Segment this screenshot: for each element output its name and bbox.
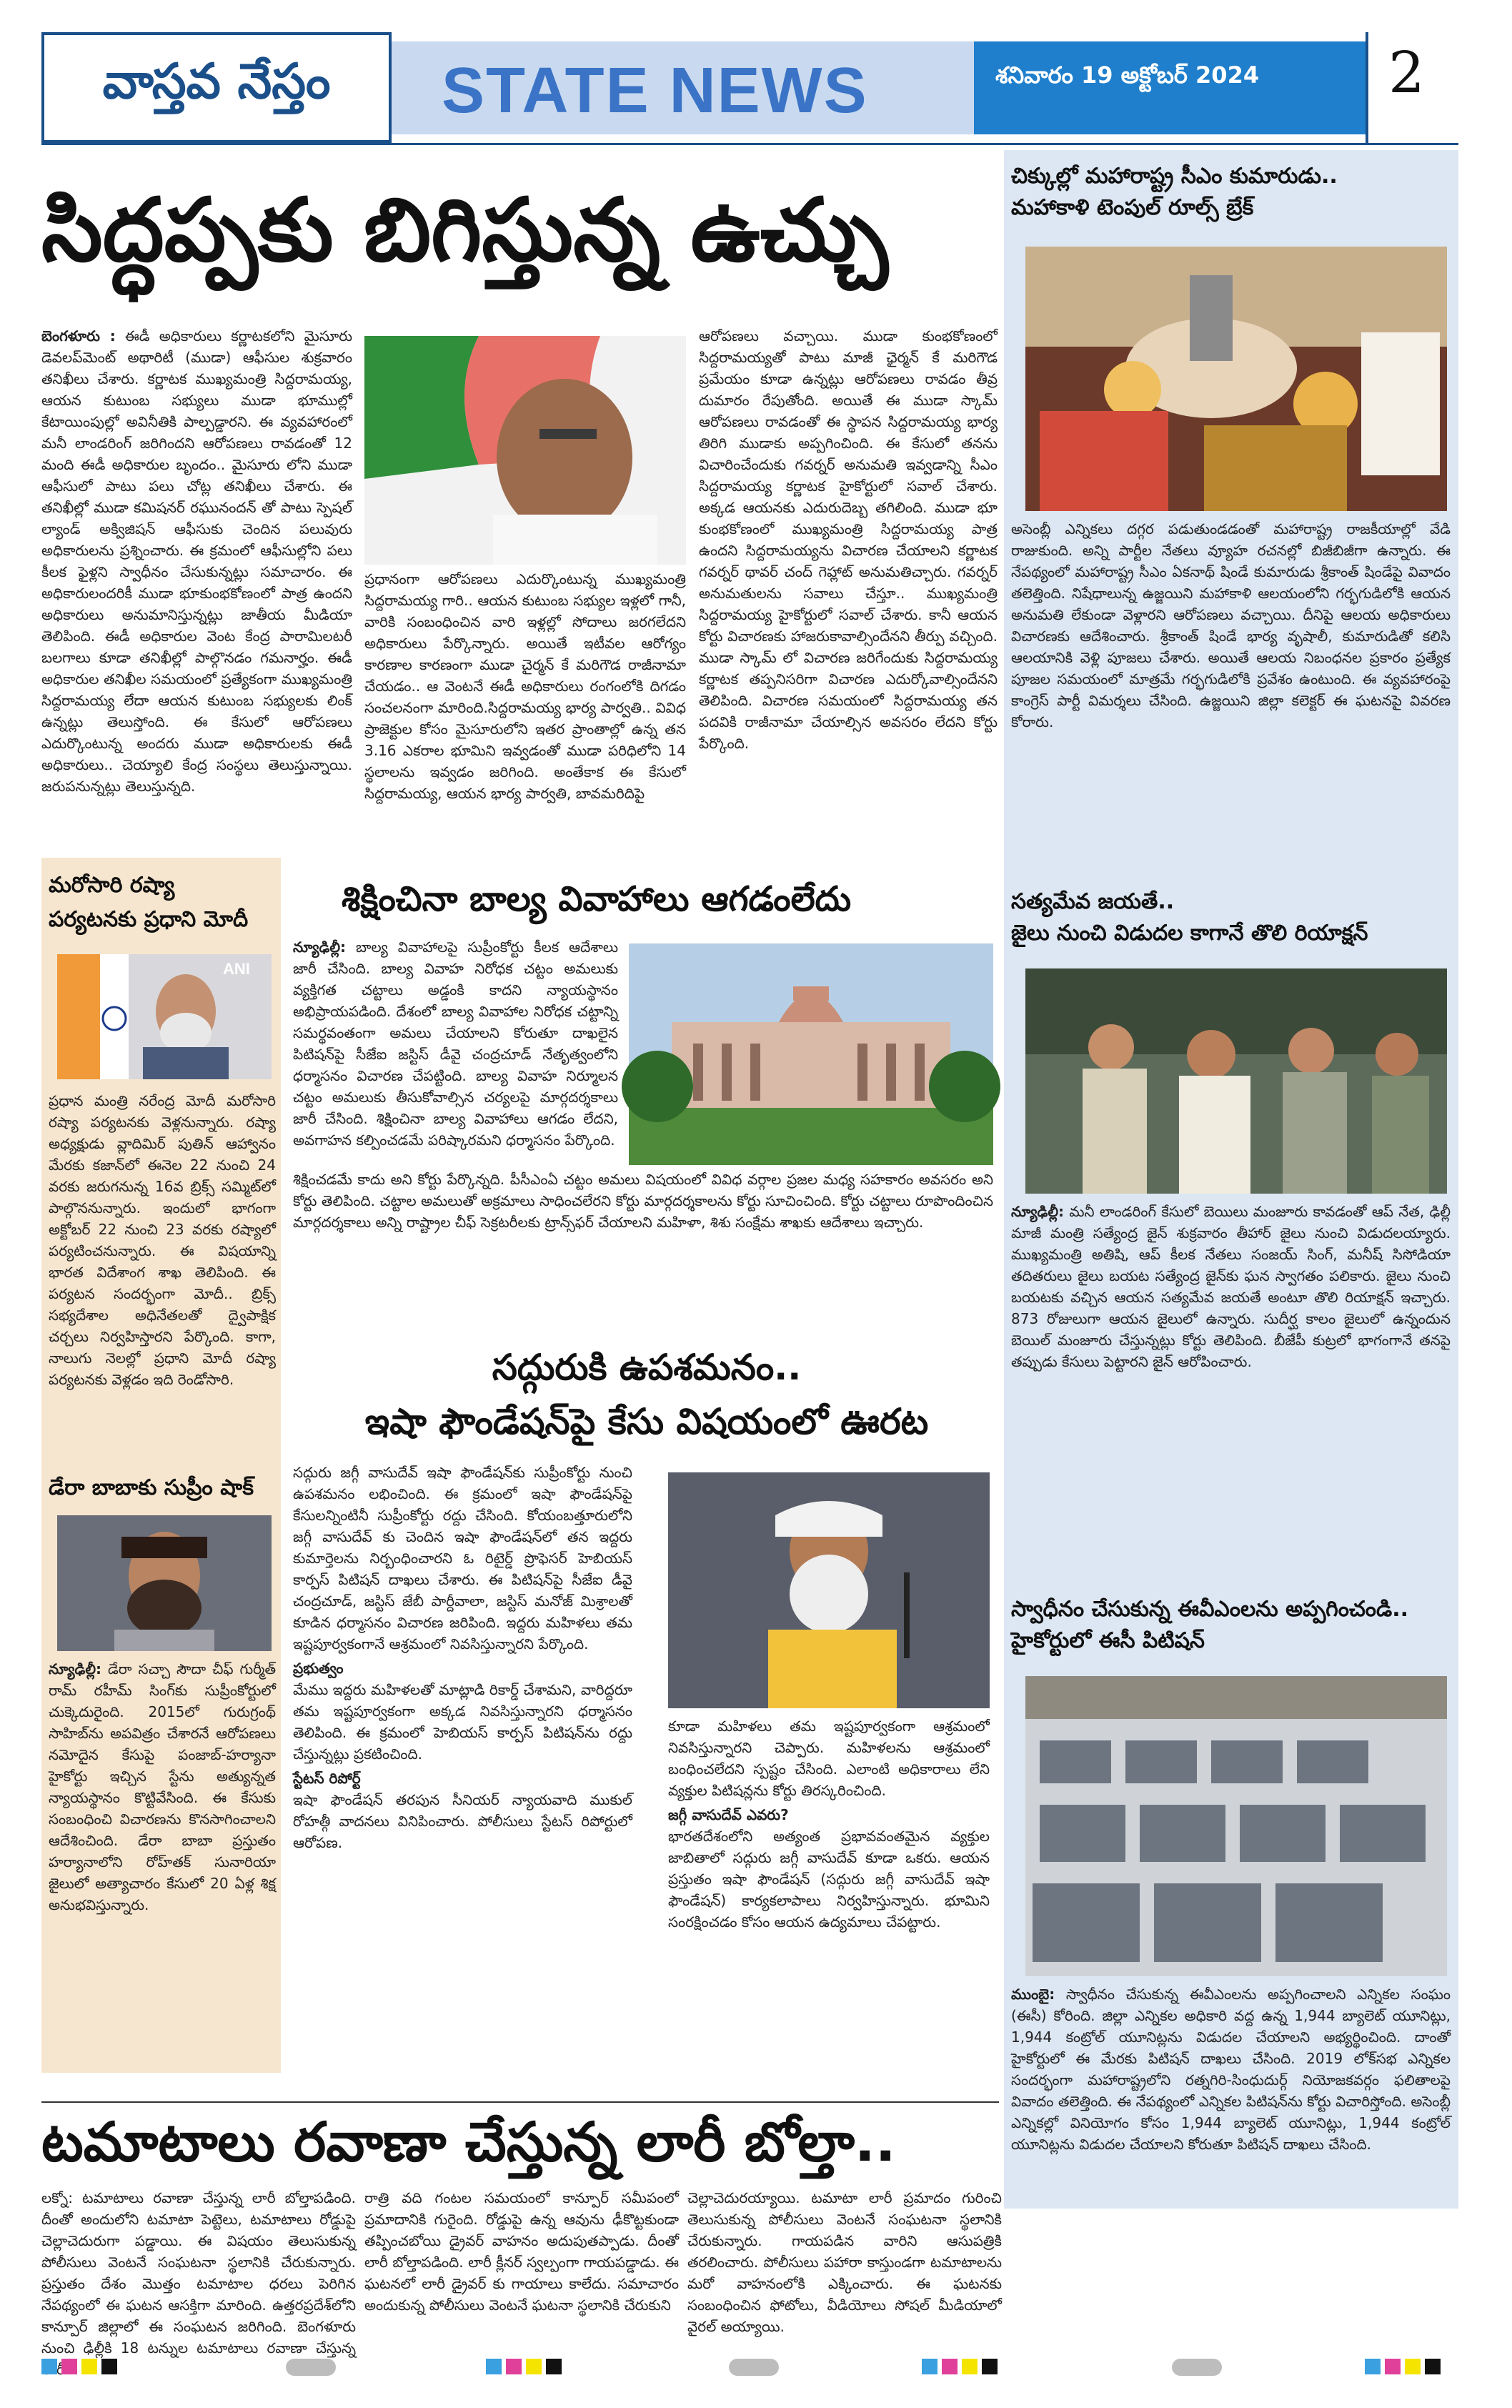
isha-headline: [293, 1340, 1000, 1449]
sadhguru-photo: [668, 1472, 990, 1708]
sidebar-story1-body: అసెంబ్లీ ఎన్నికలు దగ్గర పడుతుండడంతో మహారాష్ట్ర రాజకీయాల్లో వేడి రాజుకుంది. అన్ని పార్టీల నేతలు వ్యూహ రచనల్లో బిజీబిజీగా ఉన్నారు. ఈ నేపథ్యంలో మహారాష్ట్ర సీఎం ఏకనాథ్ షిండే కుమారుడు శ్రీకాంత్ షిండేపై వివాదం తలెత్తింది. నిషేధాలున్న ఉజ్జయిని మహాకాళి ఆలయంలోని గర్భగుడిలోకి ఆయన అనుమతి లేకుండా వెళ్లారని ఆరోపణలు వచ్చాయి. దీనిపై ఆలయ అధికారులు విచారణకు ఆదేశించారు. శ్రీకాంత్ షిండే భార్య వృషాలీ, కుమారుడితో కలిసి ఆలయానికి వెళ్లి పూజలు చేశారు. అయితే ఆలయ నిబంధనల ప్రకారం ప్రత్యేక పూజల సమయంలో మాత్రమే గర్భగుడిలోకి ప్రవేశం ఉంటుంది. ఈ వ్యవహారంపై కాంగ్రెస్ పార్టీ విమర్శలు చేసింది. ఉజ్జయిని జిల్లా కలెక్టర్ ఈ ఘటనపై వివరణ కోరారు.: [1011, 520, 1451, 730]
sidebar-story1-title-line1: చిక్కుల్లో మహారాష్ట్ర సీఎం కుమారుడు..: [1011, 164, 1338, 189]
tomato-body-col1: లక్నో: టమాటాలు రవాణా చేస్తున్న లారీ బోల్తాపడింది. దీంతో అందులోని టమాటా పెట్టెలు, టమాటాలు రోడ్డుపై చెల్లాచెదురుగా పడ్డాయి. ఈ విషయం తెలుసుకున్న పోలీసులు వెంటనే సంఘటనా స్థలానికి చేరుకున్నారు. ప్రస్తుతం దేశం మొత్తం టమాటాల ధరలు పెరిగిన నేపథ్యంలో ఈ ఘటన ఆసక్తిగా మారింది. ఉత్తరప్రదేశ్‌లోని కాన్పూర్ జిల్లాలో ఈ సంఘటన జరిగింది. బెంగళూరు నుంచి ఢిల్లీకి 18 టన్నుల టమాటాలు రవాణా చేస్తున్న: [41, 2189, 356, 2357]
sidebar-story2-title-line1: సత్యమేవ జయతే..: [1011, 889, 1175, 914]
left-story2-title: డేరా బాబాకు సుప్రీం షాక్: [49, 1475, 254, 1500]
left-story2-text: డేరా సచ్చా సౌదా చీఫ్ గుర్మీత్ రామ్ రహీమ్ సింగ్‌కు సుప్రీంకోర్టులో చుక్కెదురైంది. 2015లో గురుగ్రంథ్ సాహిబ్‌ను అపవిత్రం చేశారనే ఆరోపణలు నమోదైన కేసుపై పంజాబ్-హర్యానా హైకోర్టు ఇచ్చిన స్టేను అత్యున్నత న్యాయస్థానం కొట్టివేసింది. ఈ కేసుకు సంబంధించి విచారణను కొనసాగించాలని ఆదేశించింది. డేరా బాబా ప్రస్తుతం హర్యానాలోని రోహ్‌తక్ సునారియా జైలులో అత్యాచారం కేసులో 20 ఏళ్ల శిక్ష అనుభవిస్తున్నారు.: [49, 1660, 276, 1913]
sidebar-story2-dateline: న్యూఢిల్లీ:: [1011, 1203, 1065, 1220]
isha-subhead-3: జగ్గీ వాసుదేవ్ ఎవరు?: [668, 1806, 789, 1823]
sidebar-story2-body: [1011, 1201, 1451, 1587]
isha-body-right: [668, 1715, 990, 2098]
lead-body-right: ఆరోపణలు వచ్చాయి. ముడా కుంభకోణంలో సిద్దరామయ్యతో పాటు మాజీ ఛైర్మన్ కే మరిగౌడ ప్రమేయం కూడా ఉన్నట్లు ఆరోపణలు రావడం తీవ్ర దుమారం రేపుతోంది. అయితే ఈ ముడా స్కామ్ ఆరోపణలు రావడంతో ఈ స్థాపన సిద్దరామయ్య భార్య తిరిగి ముడాకు అప్పగించింది. ఈ కేసులో తనను విచారించేందుకు గవర్నర్ అనుమతి ఇవ్వడాన్ని సీఎం సిద్దరామయ్య కర్ణాటక హైకోర్టులో సవాల్ చేశారు. అక్కడ ఆయనకు ఎదురుదెబ్బ తగిలింది. ముడా భూ కుంభకోణంలో ముఖ్యమంత్రి సిద్దరామయ్య పాత్ర ఉందని సిద్దరామయ్యను విచారణ చేయాలని కర్ణాటక గవర్నర్ థావర్ చంద్ గెహ్లాట్ అనుమతిచ్చారు. గవర్నర్ అనుమతులను సవాలు చేస్తూ.. ముఖ్యమంత్రి సిద్దరామయ్య హైకోర్టులో సవాల్ చేశారు. కానీ ఆయన కోర్టు విచారణకు హాజరుకావాల్సిందేనని తీర్పు వచ్చింది. ముడా స్కామ్ లో విచారణ జరిగేందుకు సిద్దరామయ్య కర్ణాటక తప్పనిసరిగా విచారణ ఎదుర్కోవాల్సిందేనని తెలిపింది. విచారణ సమయంలో సిద్దరామయ్య తన పదవికి రాజీనామా చేయాల్సిన అవసరం లేదని కోర్టు పేర్కొంది.: [699, 327, 998, 752]
jain-release-photo: [1025, 968, 1447, 1194]
temple-photo: [1025, 247, 1447, 511]
left-story2-dateline: న్యూఢిల్లీ:: [49, 1660, 102, 1678]
tomato-body-col2: రాత్రి వది గంటల సమయంలో కాన్పూర్ సమీపంలో ప్రమాదానికి గురైంది. రోడ్డుపై ఉన్న ఆవును ఢీకొట్టకుండా తప్పించబోయి డ్రైవర్ వాహనం అదుపుతప్పాడు. దీంతో లారీ బోల్తాపడింది. లారీ క్లీనర్ స్వల్పంగా గాయపడ్డాడు. ఈ ఘటనలో లారీ డ్రైవర్ కు గాయాలు కాలేదు. సమాచారం అందుకున్న పోలీసులు వెంటనే ఘటనా స్థలానికి చేరుకుని: [364, 2189, 679, 2314]
dera-baba-photo: [57, 1515, 272, 1651]
isha-body-right-text: కూడా మహిళలు తమ ఇష్టపూర్వకంగా ఆశ్రమంలో నివసిస్తున్నారని చెప్పారు. మహిళలను ఆశ్రమంలో బంధించలేదని స్పష్టం చేసింది. ఎలాంటి అధికారాలు లేని వ్యక్తుల పిటిషన్లను కోర్టు తిరస్కరించింది.: [668, 1718, 990, 1799]
section-title: STATE NEWS: [442, 55, 868, 127]
child-marriage-body-left: [293, 936, 618, 1165]
sidebar-story3-title-line1: స్వాధీనం చేసుకున్న ఈవీఎంలను అప్పగించండి..: [1011, 1597, 1408, 1622]
lead-body-mid: ప్రధానంగా ఆరోపణలు ఎదుర్కొంటున్న ముఖ్యమంత్రి సిద్దరామయ్య గారి.. ఆయన కుటుంబ సభ్యుల ఇళ్లలో గానీ, వారికి సంబంధించిన వారి ఇళ్లల్లో సోదాలు జరగలేదని అధికారులు పేర్కొన్నారు. అయితే ఇటీవల ఆరోగ్యం కారణాల కారణంగా ముడా చైర్మన్ కే మరిగౌడ రాజీనామా చేయడం.. ఆ వెంటనే ఈడీ అధికారులు రంగంలోకి దిగడం సంచలనంగా మారింది.సిద్దరామయ్య భార్య పార్వతి.. వివిధ ప్రాజెక్టుల కోసం మైసూరులోని ఇతర ప్రాంతాల్లో ఉన్న తన 3.16 ఎకరాల భూమిని ఇవ్వడంతో ముడా పరిధిలోని 14 స్థలాలను ఇవ్వడం జరిగింది. అంతేకాక ఈ కేసులో సిద్దరామయ్య, ఆయన భార్య పార్వతి, బావమరిదిపై: [364, 570, 686, 802]
sidebar-story2-title: [1011, 886, 1447, 949]
sidebar-story1-title-line2: మహాకాళి టెంపుల్ రూల్స్ బ్రేక్: [1011, 195, 1254, 220]
logo-text: వాస్తవ నేస్తం: [102, 54, 331, 110]
masthead-rule: [41, 143, 1458, 145]
footer-pill-1: [286, 2359, 336, 2376]
sidebar-story3-title: [1011, 1594, 1447, 1657]
supreme-court-photo: [629, 943, 993, 1165]
footer-pill-3: [1172, 2359, 1222, 2376]
page-number: 2: [1388, 39, 1425, 106]
isha-subbody-2: ఇషా ఫౌండేషన్ తరపున సీనియర్ న్యాయవాది ముకుల్ రోహత్గీ వాదనలు వినిపించారు. పోలీసులు స్టేటస్ రిపోర్టులో ఆరోపణ.: [293, 1791, 632, 1851]
sidebar-story1-title: [1011, 161, 1447, 224]
sidebar-story2-text: మనీ లాండరింగ్ కేసులో బెయిలు మంజూరు కావడంతో ఆప్ నేత, ఢిల్లీ మాజీ మంత్రి సత్యేంద్ర జైన్ శుక్రవారం తీహార్ జైలు నుంచి విడుదలయ్యారు. ముఖ్యమంత్రి అతిషి, ఆప్ కీలక నేతలు సంజయ్ సింగ్, మనీష్ సిసోడియా తదితరులు జైలు బయట సత్యేంద్ర జైన్‌కు ఘన స్వాగతం పలికారు. జైలు నుంచి బయటకు వచ్చిన ఆయన సత్యమేవ జయతే అంటూ తొలి రియాక్షన్ ఇచ్చారు. 873 రోజులుగా ఆయన జైలులో ఉన్నారు. సుదీర్ఘ కాలం జైలులో ఉన్నందున బెయిల్ మంజూరు చేస్తున్నట్లు కోర్టు తెలిపింది. బీజేపీ కుట్రలో భాగంగానే తనపై తప్పుడు కేసులు పెట్టారని జైన్ ఆరోపించారు.: [1011, 1203, 1451, 1370]
lead-body-left-text: ఈడీ అధికారులు కర్ణాటకలోని మైసూరు డెవలప్‌మెంట్ అథారిటీ (ముడా) ఆఫీసుల శుక్రవారం తనిఖీలు చేశారు. కర్ణాటక ముఖ్యమంత్రి సిద్దరామయ్య, ఆయన కుటుంబ సభ్యులు ముడా భూముల్లో కేటాయింపుల్లో అవినీతికి పాల్పడ్డారని. ఈ వ్యవహారంలో మనీ లాండరింగ్ జరిగిందని ఆరోపణలు రావడంతో 12 మంది ఈడీ అధికారుల బృందం.. మైసూరు లోని ముడా ఆఫీసులో పాటు పలు చోట్ల తనిఖీలు చేశారు. ఈ తనిఖీల్లో ముడా కమిషనర్ రఘునందన్ తో పాటు స్పెషల్ ల్యాండ్ అక్విజిషన్ ఆఫీసుకు చెందిన పలువురు అధికారులను ప్రశ్నించారు. ఈ క్రమంలో ఆఫీసుల్లోని పలు కీలక ఫైళ్లని స్వాధీనం చేసుకున్నట్లు సమాచారం. ఈ అధికారులందరికీ ముడా భూకుంభకోణంలో పాత్ర ఉందని అధికారులు అనుమానిస్తున్నట్లు జాతీయ మీడియా తెలిపింది. ఈడీ అధికారుల వెంట కేంద్ర పారామిలటరీ బలగాలు కూడా తనిఖీల్లో పాల్గొనడం గమనార్హం. ఈడీ అధికారుల తనిఖీల సమయంలో ప్రత్యేకంగా ముఖ్యమంత్రి సిద్దరామయ్య లేదా ఆయన కుటుంబ సభ్యులకు లింక్ ఉన్నట్లు తెలుస్తోంది. ఈ కేసులో ఆరోపణలు ఎదుర్కొంటున్న అందరు ముడా అధికారులకు ఈడీ అధికారులు.. చెయ్యాలి కేంద్ర సంస్థలు తెలుస్తున్నాయి. జరుపనున్నట్లు తెలుస్తున్నది.: [41, 327, 352, 795]
page-number-box: [1366, 32, 1458, 143]
isha-subbody-1: మేము ఇద్దరు మహిళలతో మాట్లాడి రికార్డ్ చేశామని, వారిద్దరూ తమ ఇష్టపూర్వకంగా అక్కడ నివసిస్తున్నారని ధర్మాసనం తెలిపింది. ఈ క్రమంలో హెబియస్ కార్పస్ పిటిషన్‌ను రద్దు చేస్తున్నట్లు ప్రకటించింది.: [293, 1681, 632, 1763]
registration-marks-2: [486, 2359, 562, 2377]
footer-pill-2: [729, 2359, 779, 2376]
isha-subbody-3: భారతదేశంలోని అత్యంత ప్రభావవంతమైన వ్యక్తుల జాబితాలో సద్గురు జగ్గీ వాసుదేవ్ కూడా ఒకరు. ఆయన ప్రస్తుతం ఇషా ఫౌండేషన్ (సద్గురు జగ్గీ వాసుదేవ్ ఇషా ఫౌండేషన్) కార్యకలాపాలు నిర్వహిస్తున్నారు. భూమిని సంరక్షించడం కోసం ఆయన ఉద్యమాలు చేపట్టారు.: [668, 1828, 990, 1931]
isha-headline-line1: సద్గురుకి ఉపశమనం..: [492, 1347, 802, 1388]
ani-badge: ANI: [223, 960, 250, 978]
isha-body-left: [293, 1462, 632, 2098]
isha-subhead-1: ప్రభుత్వం: [293, 1660, 344, 1677]
date-band: [974, 41, 1366, 134]
tomato-body-col3: చెల్లాచెదురయ్యాయి. టమాటా లారీ ప్రమాదం గురించి తెలుసుకున్న పోలీసులు వెంటనే సంఘటనా స్థలానికి చేరుకున్నారు. గాయపడిన వారిని ఆసుపత్రికి తరలించారు. పోలీసులు పహారా కాస్తుండగా టమాటాలను మరో వాహనంలోకి ఎక్కించారు. ఈ ఘటనకు సంబంధించిన ఫోటోలు, వీడియోలు సోషల్ మీడియాలో వైరల్ అయ్యాయి.: [687, 2189, 1002, 2335]
registration-marks-1: [41, 2359, 117, 2377]
isha-headline-line2: ఇషా ఫౌండేషన్‌పై కేసు విషయంలో ఊరట: [364, 1401, 929, 1442]
section-band: [392, 41, 974, 134]
isha-subhead-2: స్టేటస్ రిపోర్ట్: [293, 1770, 361, 1787]
lead-dateline: బెంగళూరు :: [41, 327, 116, 345]
child-marriage-dateline: న్యూఢిల్లీ:: [293, 938, 347, 956]
bottom-divider: [41, 2101, 999, 2103]
issue-date: శనివారం 19 అక్టోబర్ 2024: [995, 61, 1260, 89]
registration-marks-3: [922, 2359, 998, 2377]
isha-body-left-text: సద్గురు జగ్గీ వాసుదేవ్ ఇషా ఫౌండేషన్‌కు సుప్రీంకోర్టు నుంచి ఉపశమనం లభించింది. ఈ క్రమంలో ఇషా ఫౌండేషన్‌పై కేసులన్నింటినీ సుప్రీంకోర్టు రద్దు చేసింది. కోయంబత్తూరులోని జగ్గీ వాసుదేవ్ కు చెందిన ఇషా ఫౌండేషన్‌లో తన ఇద్దరు కుమార్తెలను నిర్బంధించారని ఓ రిటైర్డ్ ప్రొఫెసర్ హెబియస్ కార్పస్ పిటిషన్ దాఖలు చేశారు. ఈ పిటిషన్‌పై సీజేఐ డీవై చంద్రచూడ్, జస్టిస్ జేబీ పార్దీవాలా, జస్టిస్ మనోజ్ మిశ్రాలతో కూడిన ధర్మాసనం విచారణ జరిపింది. ఇద్దరు మహిళలు తమ ఇష్టపూర్వకంగానే ఆశ్రమంలో నివసిస్తున్నారని పేర్కొంది.: [293, 1464, 632, 1653]
sidebar-story3-title-line2: హైకోర్టులో ఈసీ పిటిషన్: [1011, 1628, 1205, 1653]
evm-photo: [1025, 1676, 1447, 1976]
sidebar-story3-body: [1011, 1983, 1451, 2198]
lead-body-left: [41, 325, 352, 843]
masthead-logo: [41, 32, 392, 143]
left-story1-title-line2: పర్యటనకు ప్రధాని మోదీ: [49, 907, 249, 932]
left-story1-title-line1: మరోసారి రష్యా: [49, 873, 175, 898]
child-marriage-headline: శిక్షించినా బాల్య వివాహాలు ఆగడంలేదు: [342, 879, 852, 919]
lead-headline: సిద్ధప్పకు బిగిస్తున్న ఉచ్చు: [41, 179, 888, 281]
siddaramaiah-photo: [364, 336, 686, 565]
left-story1-title: [49, 868, 277, 937]
tomato-headline: టమాటాలు రవాణా చేస్తున్న లారీ బోల్తా..: [41, 2110, 896, 2174]
left-story2-body: [49, 1658, 276, 2058]
child-marriage-text: బాల్య వివాహాలపై సుప్రీంకోర్టు కీలక ఆదేశాలు జారీ చేసింది. బాల్య వివాహ నిరోధక చట్టం అమలుకు వ్యక్తిగత చట్టాలు అడ్డంకి కాదని న్యాయస్థానం అభిప్రాయపడింది. దేశంలో బాల్య వివాహాల నిరోధక చట్టాన్ని సమర్థవంతంగా అమలు చేయాలని కోరుతూ దాఖలైన పిటిషన్‌పై సీజేఐ జస్టిస్ డీవై చంద్రచూడ్ నేతృత్వంలోని ధర్మాసనం విచారణ చేపట్టింది. బాల్య వివాహ నిర్మూలన చట్టం అమలుకు తీసుకోవాల్సిన చర్యలపై మార్గదర్శకాలు జారీ చేసింది. శిక్షించినా బాల్య వివాహాలు ఆగడం లేదని, అవగాహన కల్పించడమే పరిష్కారమని ధర్మాసనం పేర్కొంది.: [293, 938, 618, 1149]
sidebar-story3-dateline: ముంబై:: [1011, 1986, 1055, 2003]
sidebar-story2-title-line2: జైలు నుంచి విడుదల కాగానే తొలి రియాక్షన్: [1011, 921, 1368, 946]
registration-marks-4: [1365, 2359, 1441, 2377]
sidebar-story3-text: స్వాధీనం చేసుకున్న ఈవీఎంలను అప్పగించాలని ఎన్నికల సంఘం (ఈసీ) కోరింది. జిల్లా ఎన్నికల అధికారి వద్ద ఉన్న 1,944 బ్యాలెట్ యూనిట్లు, 1,944 కంట్రోల్ యూనిట్లను విడుదల చేయాలని అభ్యర్థించింది. దాంతో హైకోర్టులో ఈ మేరకు పిటిషన్ దాఖలు చేసింది. 2019 లోక్‌సభ ఎన్నికల సందర్భంగా మహారాష్ట్రలోని రత్నగిరి-సింధుదుర్గ్ నియోజకవర్గం ఫలితాలపై వివాదం తలెత్తింది. ఈ నేపథ్యంలో ఎన్నికల పిటిషన్‌ను కోర్టు విచారిస్తోంది. అసెంబ్లీ ఎన్నికల్లో వినియోగం కోసం 1,944 బ్యాలెట్ యూనిట్లు, 1,944 కంట్రోల్ యూనిట్లను విడుదల చేయాలని కోరుతూ పిటిషన్ దాఖలు చేసింది.: [1011, 1986, 1451, 2153]
left-story1-body: ప్రధాన మంత్రి నరేంద్ర మోదీ మరోసారి రష్యా పర్యటనకు వెళ్లనున్నారు. రష్యా అధ్యక్షుడు వ్లాదిమిర్ పుతిన్ ఆహ్వానం మేరకు కజాన్‌లో ఈనెల 22 నుంచి 24 వరకు జరుగనున్న 16వ బ్రిక్స్ సమ్మిట్‌లో పాల్గొననున్నారు. ఇందులో భాగంగా అక్టోబర్ 22 నుంచి 23 వరకు రష్యాలో పర్యటించనున్నారు. ఈ విషయాన్ని భారత విదేశాంగ శాఖ తెలిపింది. ఈ పర్యటన సందర్భంగా మోదీ.. బ్రిక్స్ సభ్యదేశాల అధినేతలతో ద్వైపాక్షిక చర్చలు నిర్వహిస్తారని పేర్కొంది. కాగా, నాలుగు నెలల్లో ప్రధాని మోదీ రష్యా పర్యటనకు వెళ్లడం ఇది రెండోసారి.: [49, 1092, 276, 1388]
modi-photo: [57, 954, 272, 1079]
child-marriage-body-right: శిక్షించడమే కాదు అని కోర్టు పేర్కొన్నది. పీసీఎంఏ చట్టం అమలు విషయంలో వివిధ వర్గాల ప్రజల మధ్య సహకారం అవసరం అని కోర్టు తెలిపింది. చట్టాల అమలుతో అక్రమాలు సాధించలేరని కోర్టు మార్గదర్శకాలను కోర్టు సూచించింది. కోర్టు చట్టాలు రూపొందించిన మార్గదర్శకాలు అన్ని రాష్ట్రాల చీఫ్ సెక్రటరీలకు ట్రాన్స్‌ఫర్ చేయాలని మహిళా, శిశు సంక్షేమ శాఖకు ఆదేశాలు ఇచ్చారు.: [293, 1171, 993, 1231]
